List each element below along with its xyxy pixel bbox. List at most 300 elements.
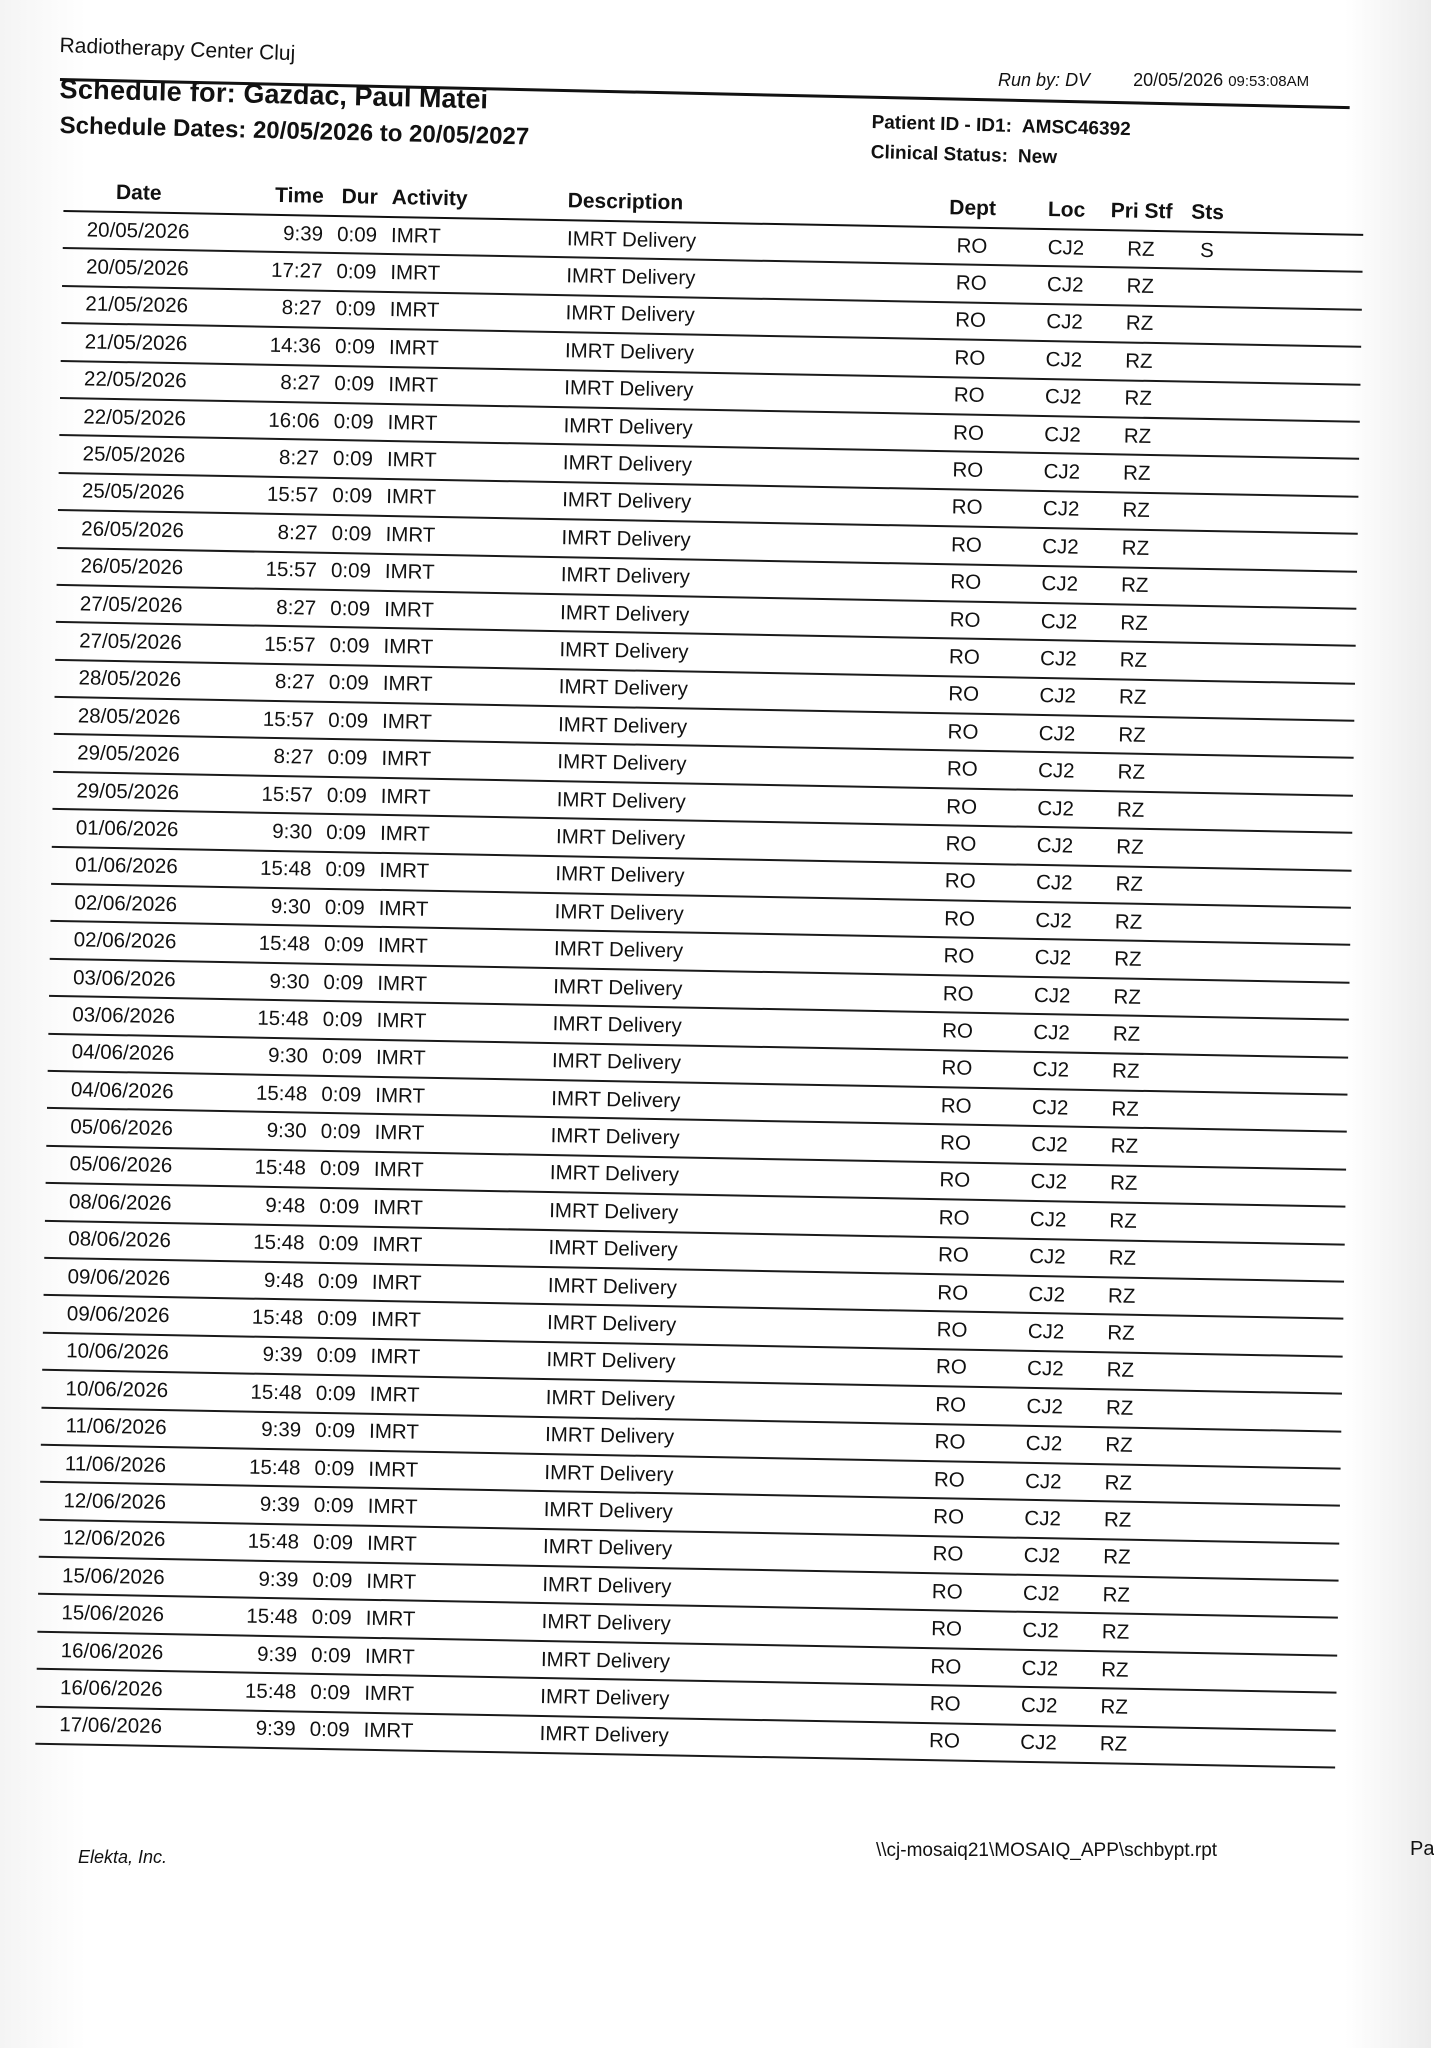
cell-date: 09/06/2026 (66, 1302, 170, 1328)
cell-loc: CJ2 (1040, 609, 1078, 634)
cell-description: IMRT Delivery (554, 899, 684, 926)
cell-description: IMRT Delivery (550, 1124, 680, 1150)
cell-dur: 0:09 (333, 409, 374, 434)
cell-description: IMRT Delivery (540, 1684, 670, 1711)
cell-time: 15:57 (266, 483, 319, 508)
col-header-loc: Loc (1047, 198, 1086, 222)
cell-loc: CJ2 (1036, 833, 1074, 858)
cell-date: 20/05/2026 (86, 218, 190, 243)
cell-pri-stf: RZ (1100, 1695, 1129, 1719)
cell-time: 15:57 (261, 782, 313, 807)
cell-time: 9:39 (255, 1717, 296, 1741)
patient-id-value: AMSC46392 (1021, 116, 1131, 141)
cell-dur: 0:09 (310, 1680, 351, 1705)
cell-sts (1162, 1073, 1222, 1074)
cell-activity: IMRT (376, 1008, 427, 1033)
col-header-pri-stf: Pri Stf (1110, 199, 1173, 224)
cell-loc: CJ2 (1035, 871, 1073, 895)
cell-dur: 0:09 (327, 746, 368, 770)
cell-activity: IMRT (375, 1083, 426, 1108)
cell-description: IMRT Delivery (561, 525, 691, 552)
cell-dept: RO (933, 1467, 965, 1492)
cell-description: IMRT Delivery (539, 1722, 669, 1748)
cell-date: 16/06/2026 (59, 1676, 163, 1701)
cell-description: IMRT Delivery (545, 1385, 676, 1412)
cell-pri-stf: RZ (1103, 1545, 1131, 1570)
cell-pri-stf: RZ (1108, 1246, 1137, 1271)
cell-description: IMRT Delivery (557, 750, 687, 776)
cell-description: IMRT Delivery (566, 264, 696, 290)
cell-dept: RO (950, 533, 983, 557)
cell-sts: S (1199, 238, 1214, 262)
cell-date: 21/05/2026 (84, 330, 188, 356)
cell-activity: IMRT (369, 1382, 420, 1407)
cell-dept: RO (956, 234, 988, 258)
cell-description: IMRT Delivery (542, 1535, 673, 1561)
cell-sts (1156, 1372, 1216, 1373)
cell-activity: IMRT (377, 971, 428, 996)
cell-time: 16:06 (268, 408, 320, 433)
cell-dur: 0:09 (314, 1456, 355, 1481)
cell-dept: RO (951, 495, 983, 520)
cell-sts (1163, 998, 1223, 999)
cell-dept: RO (952, 458, 984, 482)
schedule-table (35, 180, 1363, 1769)
cell-dept: RO (932, 1542, 964, 1567)
cell-pri-stf: RZ (1111, 1059, 1140, 1084)
cell-description: IMRT Delivery (559, 600, 690, 627)
cell-description: IMRT Delivery (559, 638, 689, 664)
cell-dur: 0:09 (331, 521, 372, 546)
cell-dept: RO (944, 906, 976, 931)
cell-pri-stf: RZ (1102, 1583, 1131, 1607)
cell-loc: CJ2 (1042, 534, 1079, 559)
patient-id-label: Patient ID - ID1: (871, 111, 1013, 137)
cell-dept: RO (933, 1505, 965, 1529)
cell-sts (1154, 1521, 1214, 1522)
cell-description: IMRT Delivery (546, 1348, 676, 1374)
cell-sts (1175, 362, 1235, 363)
cell-activity: IMRT (379, 821, 431, 846)
cell-time: 15:48 (250, 1380, 303, 1405)
cell-time: 14:36 (269, 333, 322, 358)
cell-pri-stf: RZ (1104, 1470, 1133, 1495)
cell-date: 29/05/2026 (76, 741, 180, 767)
cell-sts (1165, 923, 1225, 924)
cell-date: 05/06/2026 (69, 1152, 173, 1178)
cell-pri-stf: RZ (1116, 797, 1145, 822)
cell-loc: CJ2 (1025, 1432, 1063, 1456)
cell-sts (1166, 848, 1226, 849)
cell-time: 9:39 (282, 221, 324, 246)
cell-description: IMRT Delivery (553, 937, 684, 963)
cell-activity: IMRT (390, 261, 441, 285)
cell-dur: 0:09 (323, 970, 364, 995)
cell-date: 09/06/2026 (67, 1264, 171, 1290)
cell-loc: CJ2 (1037, 759, 1075, 783)
cell-dur: 0:09 (315, 1381, 357, 1406)
cell-activity: IMRT (383, 634, 434, 659)
cell-time: 15:48 (259, 857, 312, 881)
cell-time: 15:48 (255, 1081, 308, 1106)
cell-date: 15/06/2026 (61, 1563, 165, 1589)
cell-dept: RO (934, 1430, 966, 1454)
cell-pri-stf: RZ (1109, 1209, 1137, 1233)
cell-dept: RO (935, 1355, 967, 1380)
cell-time: 15:57 (264, 632, 316, 657)
col-header-dur: Dur (341, 185, 378, 209)
cell-sts (1168, 736, 1228, 737)
cell-dept: RO (947, 720, 979, 744)
cell-loc: CJ2 (1039, 646, 1077, 671)
cell-loc: CJ2 (1037, 796, 1075, 821)
cell-dept: RO (950, 570, 982, 595)
cell-loc: CJ2 (1031, 1095, 1069, 1120)
cell-sts (1150, 1708, 1210, 1709)
cell-sts (1169, 699, 1229, 700)
cell-pri-stf: RZ (1112, 1022, 1141, 1046)
cell-dept: RO (944, 869, 976, 894)
cell-loc: CJ2 (1038, 721, 1076, 746)
schedule-dates-value: 20/05/2026 to 20/05/2027 (252, 116, 530, 151)
cell-sts (1160, 1185, 1220, 1186)
cell-pri-stf: RZ (1111, 1097, 1140, 1121)
cell-activity: IMRT (368, 1457, 419, 1482)
cell-time: 8:27 (278, 446, 320, 470)
cell-dur: 0:09 (334, 372, 375, 396)
cell-time: 15:48 (253, 1230, 305, 1255)
cell-time: 9:39 (258, 1567, 299, 1592)
col-header-dept: Dept (949, 196, 997, 221)
cell-sts (1167, 811, 1227, 812)
cell-description: IMRT Delivery (551, 1049, 682, 1075)
cell-activity: IMRT (381, 709, 433, 734)
cell-sts (1172, 512, 1232, 513)
cell-sts (1171, 549, 1231, 550)
cell-description: IMRT Delivery (541, 1610, 671, 1636)
run-by-value: DV (1065, 70, 1091, 90)
footer-vendor: Elekta, Inc. (78, 1847, 168, 1867)
cell-sts (1155, 1446, 1215, 1447)
cell-sts (1163, 1035, 1223, 1036)
cell-description: IMRT Delivery (553, 974, 683, 1000)
cell-date: 04/06/2026 (71, 1040, 175, 1066)
cell-sts (1167, 773, 1227, 774)
cell-dept: RO (954, 308, 987, 333)
cell-pri-stf: RZ (1114, 947, 1142, 971)
cell-pri-stf: RZ (1101, 1657, 1129, 1682)
cell-date: 08/06/2026 (68, 1190, 172, 1215)
cell-date: 20/05/2026 (85, 255, 189, 281)
cell-description: IMRT Delivery (555, 825, 686, 851)
cell-loc: CJ2 (1044, 422, 1081, 447)
cell-dur: 0:09 (312, 1531, 354, 1555)
cell-time: 15:57 (265, 557, 318, 582)
clinical-status-label: Clinical Status: (870, 141, 1009, 167)
cell-pri-stf: RZ (1114, 910, 1143, 934)
cell-dept: RO (943, 944, 975, 968)
cell-pri-stf: RZ (1124, 386, 1153, 411)
cell-dept: RO (946, 757, 978, 781)
cell-date: 12/06/2026 (62, 1526, 166, 1552)
cell-time: 9:30 (270, 894, 311, 919)
cell-time: 15:48 (251, 1305, 304, 1330)
cell-activity: IMRT (377, 933, 428, 958)
cell-time: 9:30 (267, 1044, 309, 1068)
cell-dept: RO (945, 832, 977, 856)
cell-pri-stf: RZ (1119, 648, 1148, 672)
cell-dur: 0:09 (328, 671, 370, 696)
cell-activity: IMRT (372, 1233, 423, 1257)
cell-dept: RO (935, 1392, 967, 1417)
cell-sts (1164, 960, 1224, 961)
run-time: 09:53:08AM (1228, 73, 1310, 90)
cell-dept: RO (941, 1056, 973, 1081)
cell-dept: RO (937, 1243, 970, 1267)
cell-sts (1165, 886, 1225, 887)
cell-loc: CJ2 (1046, 273, 1084, 297)
cell-sts (1170, 624, 1230, 625)
cell-loc: CJ2 (1046, 310, 1084, 335)
cell-pri-stf: RZ (1120, 573, 1149, 598)
cell-dur: 0:09 (329, 633, 370, 658)
cell-dur: 0:09 (332, 484, 373, 509)
cell-date: 11/06/2026 (64, 1451, 167, 1477)
cell-sts (1158, 1259, 1218, 1260)
cell-loc: CJ2 (1033, 1020, 1070, 1045)
cell-sts (1173, 474, 1233, 475)
cell-time: 15:48 (258, 931, 311, 956)
cell-activity: IMRT (364, 1681, 415, 1706)
col-header-date: Date (115, 180, 162, 205)
cell-dept: RO (952, 420, 985, 445)
cell-date: 15/06/2026 (61, 1601, 165, 1627)
cell-dur: 0:09 (319, 1157, 361, 1182)
cell-date: 03/06/2026 (72, 965, 176, 991)
cell-description: IMRT Delivery (555, 862, 685, 888)
cell-dept: RO (954, 346, 986, 370)
cell-time: 8:27 (276, 595, 317, 620)
cell-dept: RO (953, 383, 985, 408)
cell-date: 22/05/2026 (83, 367, 187, 393)
cell-date: 22/05/2026 (83, 405, 187, 430)
cell-sts (1176, 325, 1236, 326)
cell-dur: 0:09 (317, 1269, 359, 1294)
cell-loc: CJ2 (1029, 1207, 1067, 1232)
cell-description: IMRT Delivery (544, 1460, 674, 1486)
cell-activity: IMRT (365, 1606, 416, 1631)
cell-activity: IMRT (383, 597, 435, 622)
col-header-description: Description (567, 189, 684, 215)
cell-activity: IMRT (370, 1345, 421, 1370)
cell-pri-stf: RZ (1099, 1732, 1128, 1757)
cell-description: IMRT Delivery (551, 1086, 681, 1113)
cell-sts (1157, 1334, 1217, 1335)
cell-date: 04/06/2026 (70, 1077, 174, 1103)
cell-dept: RO (939, 1168, 971, 1193)
cell-dept: RO (937, 1280, 969, 1305)
cell-description: IMRT Delivery (564, 339, 695, 365)
cell-dept: RO (955, 271, 987, 296)
cell-time: 15:48 (244, 1679, 297, 1704)
cell-loc: CJ2 (1034, 946, 1072, 970)
cell-loc: CJ2 (1031, 1132, 1068, 1157)
cell-activity: IMRT (386, 447, 437, 472)
cell-sts (1151, 1671, 1211, 1672)
cell-date: 10/06/2026 (65, 1377, 169, 1402)
cell-activity: IMRT (366, 1569, 417, 1594)
cell-sts (1158, 1297, 1218, 1298)
cell-time: 9:39 (259, 1492, 300, 1517)
cell-activity: IMRT (363, 1719, 414, 1743)
cell-date: 05/06/2026 (70, 1115, 174, 1141)
col-header-activity: Activity (391, 186, 468, 211)
table-body (35, 212, 1363, 1769)
schedule-dates (59, 112, 529, 151)
cell-dur: 0:09 (336, 222, 378, 247)
cell-description: IMRT Delivery (544, 1423, 675, 1449)
cell-activity: IMRT (389, 298, 440, 323)
cell-sts (1152, 1596, 1212, 1597)
cell-dept: RO (929, 1692, 961, 1716)
cell-description: IMRT Delivery (557, 712, 688, 739)
cell-time: 15:48 (254, 1156, 307, 1181)
cell-description: IMRT Delivery (566, 226, 697, 253)
cell-activity: IMRT (386, 485, 437, 510)
cell-activity: IMRT (385, 522, 436, 547)
cell-description: IMRT Delivery (552, 1011, 682, 1038)
cell-dur: 0:09 (325, 820, 367, 845)
cell-sts (1152, 1633, 1212, 1634)
center-name: Radiotherapy Center Cluj (59, 34, 296, 66)
cell-description: IMRT Delivery (542, 1572, 672, 1599)
cell-time: 9:48 (265, 1193, 306, 1218)
cell-time: 9:39 (262, 1343, 303, 1367)
cell-sts (1159, 1222, 1219, 1223)
cell-sts (1169, 661, 1229, 662)
cell-date: 01/06/2026 (75, 816, 179, 842)
cell-activity: IMRT (373, 1195, 424, 1220)
cell-sts (1156, 1409, 1216, 1410)
cell-loc: CJ2 (1022, 1581, 1060, 1606)
cell-description: IMRT Delivery (562, 451, 693, 477)
cell-dur: 0:09 (319, 1194, 360, 1219)
schedule-for (59, 74, 488, 115)
cell-activity: IMRT (364, 1644, 415, 1669)
footer-report-path: \\cj-mosaiq21\MOSAIQ_APP\schbypt.rpt (876, 1840, 1218, 1861)
cell-time: 9:30 (271, 819, 313, 844)
cell-date: 08/06/2026 (68, 1227, 172, 1253)
cell-pri-stf: RZ (1107, 1283, 1136, 1308)
patient-name: Gazdac, Paul Matei (243, 78, 489, 115)
cell-description: IMRT Delivery (547, 1273, 678, 1300)
cell-activity: IMRT (368, 1419, 420, 1444)
cell-dur: 0:09 (330, 596, 371, 621)
cell-pri-stf: RZ (1118, 723, 1146, 747)
cell-dur: 0:09 (316, 1344, 357, 1368)
col-header-time: Time (274, 183, 324, 208)
cell-dur: 0:09 (313, 1493, 354, 1518)
cell-dept: RO (940, 1093, 972, 1118)
cell-dept: RO (928, 1729, 961, 1753)
cell-pri-stf: RZ (1109, 1171, 1138, 1196)
cell-time: 17:27 (270, 258, 323, 283)
cell-time: 8:27 (281, 296, 322, 321)
cell-dur: 0:09 (318, 1232, 359, 1256)
cell-pri-stf: RZ (1103, 1508, 1132, 1532)
cell-description: IMRT Delivery (543, 1497, 674, 1524)
cell-sts (1161, 1110, 1221, 1111)
cell-date: 28/05/2026 (78, 666, 182, 692)
cell-activity: IMRT (371, 1270, 422, 1295)
cell-time: 8:27 (277, 520, 318, 545)
cell-loc: CJ2 (1024, 1506, 1062, 1531)
cell-time: 15:48 (246, 1604, 298, 1629)
cell-loc: CJ2 (1047, 235, 1085, 260)
cell-dept: RO (931, 1579, 963, 1604)
cell-time: 8:27 (280, 371, 321, 395)
cell-date: 29/05/2026 (76, 778, 180, 804)
cell-dur: 0:09 (311, 1605, 352, 1630)
cell-loc: CJ2 (1022, 1618, 1060, 1643)
cell-loc: CJ2 (1030, 1170, 1068, 1194)
cell-activity: IMRT (366, 1532, 417, 1557)
cell-dept: RO (930, 1654, 962, 1679)
cell-activity: IMRT (388, 373, 439, 398)
cell-date: 03/06/2026 (72, 1003, 176, 1029)
cell-pri-stf: RZ (1122, 461, 1151, 485)
col-header-sts: Sts (1191, 200, 1225, 225)
cell-loc: CJ2 (1023, 1544, 1061, 1568)
cell-loc: CJ2 (1028, 1282, 1066, 1307)
cell-sts (1154, 1484, 1214, 1485)
cell-loc: CJ2 (1026, 1357, 1064, 1381)
cell-time: 15:48 (257, 1006, 309, 1031)
cell-date: 10/06/2026 (66, 1339, 170, 1365)
cell-pri-stf: RZ (1113, 984, 1142, 1009)
run-info (998, 70, 1309, 91)
cell-pri-stf: RZ (1127, 237, 1155, 261)
cell-pri-stf: RZ (1110, 1134, 1139, 1158)
cell-activity: IMRT (380, 784, 431, 809)
cell-activity: IMRT (390, 223, 441, 248)
cell-dur: 0:09 (325, 858, 366, 882)
cell-dur: 0:09 (336, 260, 377, 284)
cell-description: IMRT Delivery (564, 376, 694, 402)
cell-dur: 0:09 (324, 895, 365, 920)
cell-activity: IMRT (388, 335, 439, 360)
cell-dept: RO (949, 607, 981, 632)
cell-loc: CJ2 (1035, 908, 1073, 933)
cell-pri-stf: RZ (1115, 872, 1144, 897)
cell-loc: CJ2 (1045, 347, 1083, 372)
cell-description: IMRT Delivery (548, 1236, 678, 1262)
cell-activity: IMRT (373, 1158, 424, 1183)
cell-pri-stf: RZ (1122, 498, 1150, 523)
cell-time: 9:30 (269, 969, 310, 994)
cell-activity: IMRT (370, 1307, 422, 1332)
cell-description: IMRT Delivery (556, 787, 687, 814)
cell-dur: 0:09 (321, 1045, 363, 1069)
cell-loc: CJ2 (1026, 1394, 1064, 1419)
cell-description: IMRT Delivery (540, 1647, 671, 1673)
cell-dur: 0:09 (326, 783, 367, 808)
cell-loc: CJ2 (1041, 572, 1079, 596)
cell-sts (1160, 1147, 1220, 1148)
cell-dur: 0:09 (330, 559, 372, 583)
cell-description: IMRT Delivery (562, 488, 692, 514)
cell-description: IMRT Delivery (549, 1161, 680, 1187)
